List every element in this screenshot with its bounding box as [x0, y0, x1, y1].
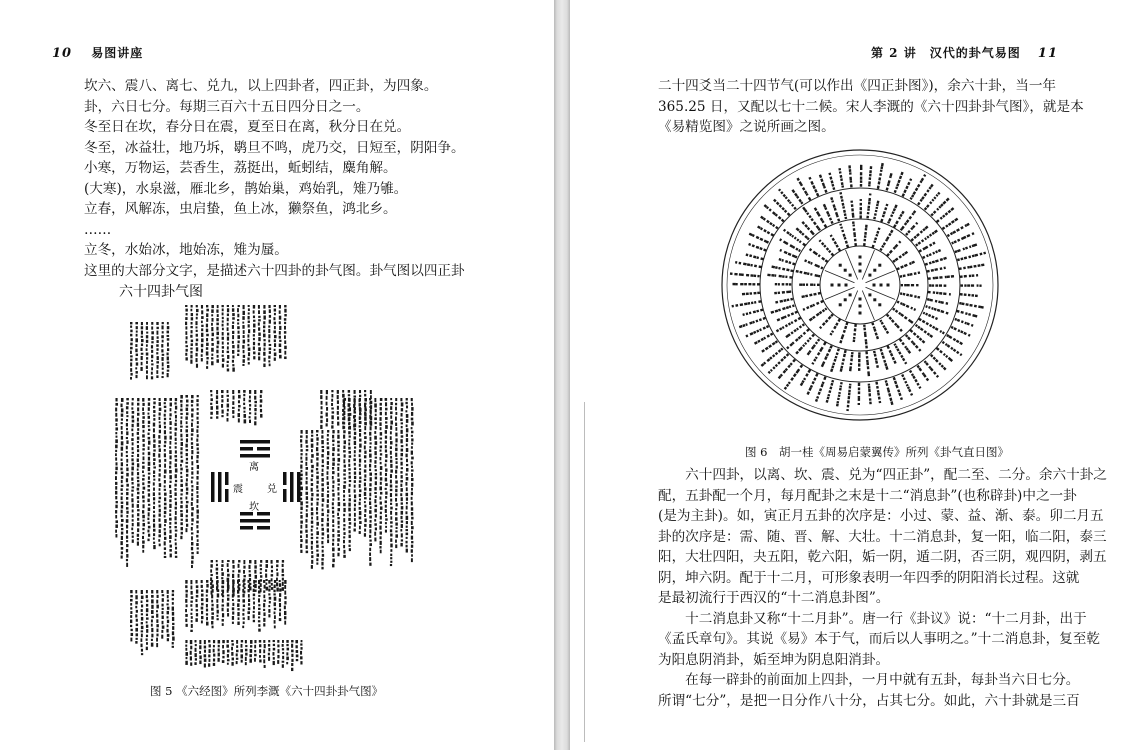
text-line: 在每一辟卦的前面加上四卦，一月中就有五卦，每卦当六日七分。: [658, 672, 1080, 688]
text-line: (是为主卦)。如，寅正月五卦的次序是：小过、蒙、益、渐、泰。卯二月五: [658, 508, 1104, 524]
right-running-title: 第 2 讲 汉代的卦气易图: [871, 46, 1021, 60]
ring-text-glyphs: [730, 163, 986, 411]
text-line: 立冬，水始冰，地始冻，雉为蜃。: [84, 242, 288, 258]
scan-margin-line: [584, 402, 585, 742]
center-label-li: 离: [249, 462, 259, 473]
text-line: 阴，坤六阴。配于十二月，可形象表明一年四季的阴阳消长过程。这就: [658, 569, 1080, 586]
figure-5-caption: 图 5 《六经图》所列李溉《六十四卦卦气图》: [150, 684, 384, 698]
hexagram-qi-diagram: [115, 280, 415, 675]
text-line: 小寒，万物运，芸香生，荔挺出，蚯蚓结，麋角解。: [84, 160, 397, 176]
text-line: 十二消息卦又称“十二月卦”。唐一行《卦议》说：“十二月卦，出于: [658, 610, 1087, 627]
left-page-number: 10: [52, 46, 73, 61]
center-spokes: [825, 250, 895, 320]
left-running-head: [52, 44, 143, 61]
text-line: 阳，大壮四阳，夬五阳，乾六阳，姤一阴，遁二阴，否三阴，观四阴，剥五: [658, 549, 1107, 565]
left-running-title: 易图讲座: [91, 46, 144, 60]
left-body-text: [84, 76, 465, 281]
center-label-dui: 兑: [267, 484, 277, 495]
left-page: [0, 0, 554, 750]
text-line: 《孟氏章句》。其说《易》本于气，而后以人事明之。”十二消息卦，复至乾: [658, 631, 1100, 647]
trigram-left-icon: [211, 472, 229, 502]
text-line: (大寒)，水泉滋，雁北乡，鹊始巢，鸡始乳，雉乃雊。: [84, 180, 408, 197]
text-line: 配，五卦配一个月，每月配卦之末是十二“消息卦”(也称辟卦)中之一卦: [658, 487, 1077, 504]
qi-calendar-circle-figure: [710, 145, 1010, 435]
text-line: 这里的大部分文字，是描述六十四卦的卦气图。卦气图以四正卦: [84, 262, 465, 279]
text-line: 是最初流行于西汉的“十二消息卦图”。: [658, 590, 890, 606]
text-line: 六十四卦，以离、坎、震、兑为“四正卦”，配二至、二分。余六十卦之: [658, 467, 1107, 483]
text-line: 卦，六日七分。每期三百六十五日四分日之一。: [84, 98, 370, 115]
diagram-text-blocks: [115, 305, 414, 671]
text-line: 冬至，冰益壮，地乃坼，鹖旦不鸣，虎乃交，日短至，阴阳争。: [84, 139, 465, 156]
right-page: [570, 0, 1138, 750]
right-body-text: [658, 465, 1107, 711]
text-line: 二十四爻当二十四节气(可以作出《四正卦图》)，余六十卦，当一年: [658, 78, 1057, 94]
trigram-bottom-icon: [240, 512, 270, 530]
book-gutter: [554, 0, 570, 750]
text-line: 《易精览图》之说所画之图。: [658, 119, 835, 135]
text-line: 为阳息阴消卦，姤至坤为阴息阳消卦。: [658, 651, 890, 668]
center-label-zhen: 震: [233, 484, 243, 495]
center-label-kan: 坎: [249, 502, 259, 513]
text-line: 卦的次序是：需、随、晋、解、大壮。十二消息卦，复一阳，临二阳，泰三: [658, 528, 1107, 545]
figure-6-caption: 图 6 胡一桂《周易启蒙翼传》所列《卦气直日图》: [745, 445, 1009, 459]
trigram-top-icon: [240, 440, 270, 458]
text-line: ……: [84, 221, 112, 238]
text-line: 冬至日在坎，春分日在震，夏至日在离，秋分日在兑。: [84, 119, 411, 135]
text-line: 坎六、震八、离七、兑九，以上四卦者，四正卦，为四象。: [84, 78, 438, 94]
text-line: 所谓“七分”，是把一日分作八十分，占其七分。如此，六十卦就是三百: [658, 692, 1080, 709]
right-top-text: [658, 76, 1084, 138]
text-line: 365.25 日，又配以七十二候。宋人李溉的《六十四卦卦气图》，就是本: [658, 98, 1084, 115]
hexagram-qi-diagram-figure: [115, 280, 415, 675]
text-line: 立春，风解冻，虫启蛰，鱼上冰，獭祭鱼，鸿北乡。: [84, 201, 397, 217]
right-running-head: [871, 44, 1058, 61]
trigram-right-icon: [283, 472, 301, 502]
right-page-number: 11: [1037, 46, 1058, 61]
figure-title: 六十四卦气图: [119, 284, 203, 300]
qi-calendar-circle-diagram: [710, 145, 1010, 435]
